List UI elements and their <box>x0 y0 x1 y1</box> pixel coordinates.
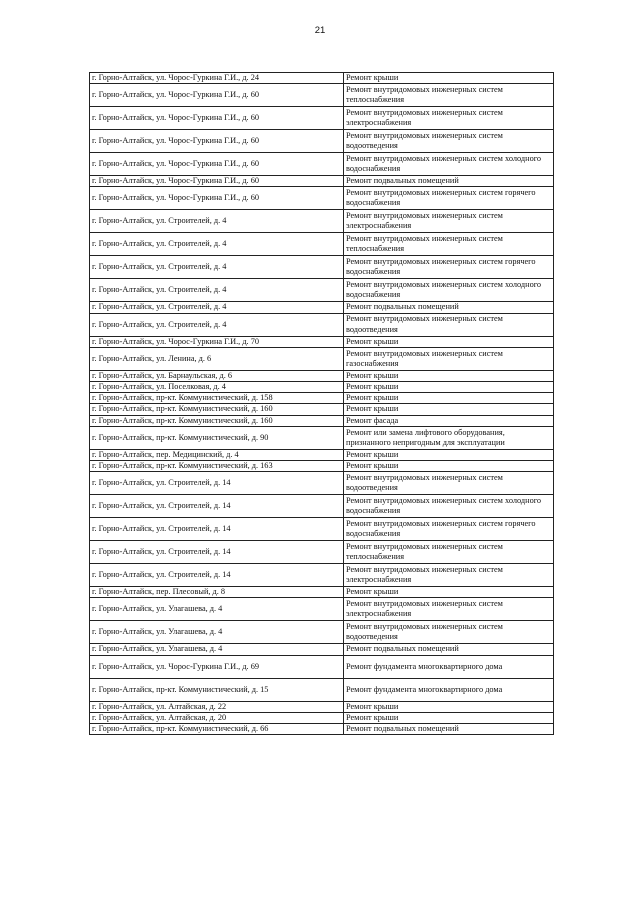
address-cell: г. Горно-Алтайск, ул. Строителей, д. 4 <box>90 256 344 279</box>
address-cell: г. Горно-Алтайск, ул. Чорос-Гуркина Г.И., д. 70 <box>90 336 344 347</box>
work-type-cell: Ремонт крыши <box>344 382 554 393</box>
work-type-cell: Ремонт внутридомовых инженерных систем водоотведения <box>344 130 554 153</box>
address-cell: г. Горно-Алтайск, ул. Строителей, д. 4 <box>90 313 344 336</box>
table-row <box>90 426 554 449</box>
table-row <box>90 313 554 336</box>
work-type-cell: Ремонт или замена лифтового оборудования, признанного непригодным для эксплуатации <box>344 426 554 449</box>
table-body <box>90 73 554 735</box>
table-row <box>90 233 554 256</box>
address-cell: г. Горно-Алтайск, ул. Улагашева, д. 4 <box>90 621 344 644</box>
work-type-cell: Ремонт фасада <box>344 415 554 426</box>
table-row <box>90 461 554 472</box>
work-type-cell: Ремонт внутридомовых инженерных систем теплоснабжения <box>344 84 554 107</box>
work-type-cell: Ремонт подвальных помещений <box>344 176 554 187</box>
address-cell: г. Горно-Алтайск, ул. Строителей, д. 4 <box>90 302 344 313</box>
work-type-cell: Ремонт крыши <box>344 701 554 712</box>
table-row <box>90 712 554 723</box>
table-row <box>90 678 554 701</box>
work-type-cell: Ремонт внутридомовых инженерных систем электроснабжения <box>344 564 554 587</box>
table-row <box>90 84 554 107</box>
table-row <box>90 279 554 302</box>
repair-works-table <box>89 72 554 735</box>
work-type-cell: Ремонт внутридомовых инженерных систем электроснабжения <box>344 598 554 621</box>
table-row <box>90 153 554 176</box>
work-type-cell: Ремонт внутридомовых инженерных систем водоотведения <box>344 313 554 336</box>
table-row <box>90 564 554 587</box>
work-type-cell: Ремонт крыши <box>344 73 554 84</box>
work-type-cell: Ремонт крыши <box>344 712 554 723</box>
work-type-cell: Ремонт внутридомовых инженерных систем холодного водоснабжения <box>344 495 554 518</box>
work-type-cell: Ремонт внутридомовых инженерных систем теплоснабжения <box>344 541 554 564</box>
address-cell: г. Горно-Алтайск, ул. Чорос-Гуркина Г.И., д. 60 <box>90 176 344 187</box>
table-row <box>90 644 554 655</box>
table-row <box>90 370 554 381</box>
address-cell: г. Горно-Алтайск, ул. Строителей, д. 4 <box>90 210 344 233</box>
work-type-cell: Ремонт крыши <box>344 461 554 472</box>
address-cell: г. Горно-Алтайск, ул. Строителей, д. 14 <box>90 495 344 518</box>
work-type-cell: Ремонт крыши <box>344 370 554 381</box>
work-type-cell: Ремонт внутридомовых инженерных систем горячего водоснабжения <box>344 518 554 541</box>
address-cell: г. Горно-Алтайск, ул. Улагашева, д. 4 <box>90 644 344 655</box>
work-type-cell: Ремонт фундамента многоквартирного дома <box>344 655 554 678</box>
address-cell: г. Горно-Алтайск, ул. Чорос-Гуркина Г.И., д. 60 <box>90 153 344 176</box>
page-number: 21 <box>314 25 326 36</box>
address-cell: г. Горно-Алтайск, ул. Строителей, д. 4 <box>90 233 344 256</box>
table-row <box>90 415 554 426</box>
table-row <box>90 347 554 370</box>
work-type-cell: Ремонт внутридомовых инженерных систем электроснабжения <box>344 210 554 233</box>
table-row <box>90 404 554 415</box>
table-row <box>90 107 554 130</box>
address-cell: г. Горно-Алтайск, ул. Чорос-Гуркина Г.И., д. 60 <box>90 107 344 130</box>
work-type-cell: Ремонт внутридомовых инженерных систем водоотведения <box>344 621 554 644</box>
address-cell: г. Горно-Алтайск, ул. Улагашева, д. 4 <box>90 598 344 621</box>
work-type-cell: Ремонт крыши <box>344 404 554 415</box>
work-type-cell: Ремонт фундамента многоквартирного дома <box>344 678 554 701</box>
table-row <box>90 587 554 598</box>
address-cell: г. Горно-Алтайск, ул. Барнаульская, д. 6 <box>90 370 344 381</box>
address-cell: г. Горно-Алтайск, пр-кт. Коммунистический, д. 160 <box>90 404 344 415</box>
table-row <box>90 518 554 541</box>
work-type-cell: Ремонт подвальных помещений <box>344 724 554 735</box>
work-type-cell: Ремонт крыши <box>344 587 554 598</box>
table-row <box>90 73 554 84</box>
address-cell: г. Горно-Алтайск, ул. Строителей, д. 14 <box>90 518 344 541</box>
work-type-cell: Ремонт внутридомовых инженерных систем горячего водоснабжения <box>344 187 554 210</box>
work-type-cell: Ремонт внутридомовых инженерных систем холодного водоснабжения <box>344 153 554 176</box>
address-cell: г. Горно-Алтайск, ул. Алтайская, д. 20 <box>90 712 344 723</box>
address-cell: г. Горно-Алтайск, ул. Поселковая, д. 4 <box>90 382 344 393</box>
table-row <box>90 449 554 460</box>
table-row <box>90 210 554 233</box>
address-cell: г. Горно-Алтайск, пр-кт. Коммунистический, д. 90 <box>90 426 344 449</box>
address-cell: г. Горно-Алтайск, ул. Чорос-Гуркина Г.И., д. 24 <box>90 73 344 84</box>
table-row <box>90 302 554 313</box>
table-row <box>90 393 554 404</box>
work-type-cell: Ремонт крыши <box>344 449 554 460</box>
address-cell: г. Горно-Алтайск, ул. Чорос-Гуркина Г.И., д. 69 <box>90 655 344 678</box>
work-type-cell: Ремонт внутридомовых инженерных систем теплоснабжения <box>344 233 554 256</box>
address-cell: г. Горно-Алтайск, ул. Строителей, д. 14 <box>90 541 344 564</box>
address-cell: г. Горно-Алтайск, ул. Чорос-Гуркина Г.И., д. 60 <box>90 84 344 107</box>
address-cell: г. Горно-Алтайск, пр-кт. Коммунистический, д. 160 <box>90 415 344 426</box>
work-type-cell: Ремонт подвальных помещений <box>344 644 554 655</box>
address-cell: г. Горно-Алтайск, ул. Чорос-Гуркина Г.И., д. 60 <box>90 130 344 153</box>
address-cell: г. Горно-Алтайск, пр-кт. Коммунистический, д. 66 <box>90 724 344 735</box>
table-row <box>90 621 554 644</box>
table-row <box>90 336 554 347</box>
address-cell: г. Горно-Алтайск, пер. Плесовый, д. 8 <box>90 587 344 598</box>
work-type-cell: Ремонт внутридомовых инженерных систем водоотведения <box>344 472 554 495</box>
address-cell: г. Горно-Алтайск, пер. Медицинский, д. 4 <box>90 449 344 460</box>
address-cell: г. Горно-Алтайск, пр-кт. Коммунистический, д. 15 <box>90 678 344 701</box>
table-row <box>90 382 554 393</box>
address-cell: г. Горно-Алтайск, ул. Строителей, д. 4 <box>90 279 344 302</box>
address-cell: г. Горно-Алтайск, ул. Чорос-Гуркина Г.И., д. 60 <box>90 187 344 210</box>
address-cell: г. Горно-Алтайск, ул. Строителей, д. 14 <box>90 564 344 587</box>
address-cell: г. Горно-Алтайск, пр-кт. Коммунистический, д. 163 <box>90 461 344 472</box>
work-type-cell: Ремонт внутридомовых инженерных систем электроснабжения <box>344 107 554 130</box>
work-type-cell: Ремонт внутридомовых инженерных систем газоснабжения <box>344 347 554 370</box>
table-row <box>90 495 554 518</box>
work-type-cell: Ремонт внутридомовых инженерных систем горячего водоснабжения <box>344 256 554 279</box>
table-row <box>90 187 554 210</box>
work-type-cell: Ремонт крыши <box>344 336 554 347</box>
table-row <box>90 541 554 564</box>
address-cell: г. Горно-Алтайск, ул. Строителей, д. 14 <box>90 472 344 495</box>
address-cell: г. Горно-Алтайск, ул. Ленина, д. 6 <box>90 347 344 370</box>
table-row <box>90 256 554 279</box>
table-row <box>90 655 554 678</box>
address-cell: г. Горно-Алтайск, ул. Алтайская, д. 22 <box>90 701 344 712</box>
table-row <box>90 130 554 153</box>
work-type-cell: Ремонт крыши <box>344 393 554 404</box>
work-type-cell: Ремонт подвальных помещений <box>344 302 554 313</box>
table-row <box>90 176 554 187</box>
table-row <box>90 724 554 735</box>
work-type-cell: Ремонт внутридомовых инженерных систем холодного водоснабжения <box>344 279 554 302</box>
address-cell: г. Горно-Алтайск, пр-кт. Коммунистический, д. 158 <box>90 393 344 404</box>
table-row <box>90 598 554 621</box>
table-row <box>90 701 554 712</box>
table-row <box>90 472 554 495</box>
